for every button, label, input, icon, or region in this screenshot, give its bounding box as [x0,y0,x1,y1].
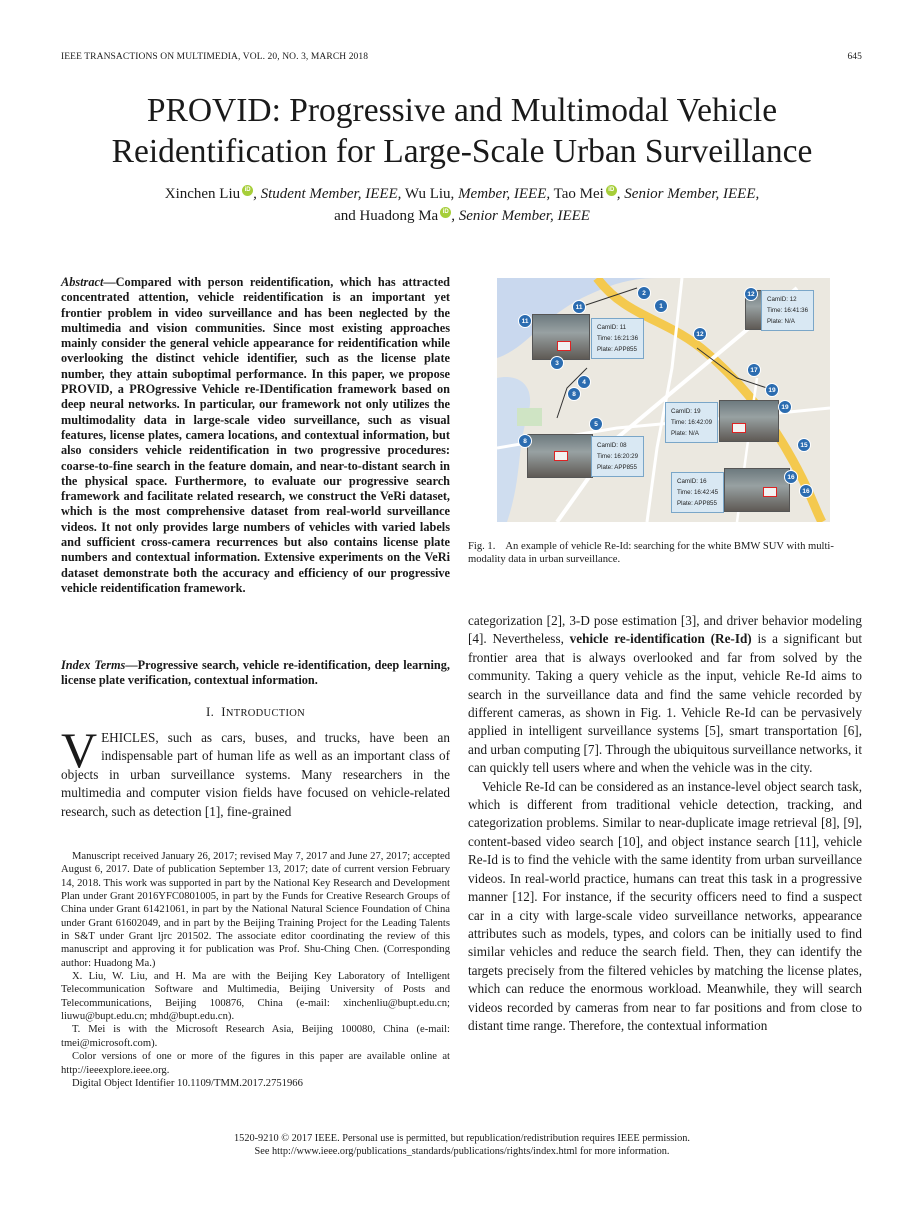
callout-plate: Plate: N/A [767,318,795,325]
body-paragraph [468,612,862,778]
camera-marker[interactable]: 2 [637,286,651,300]
footnote: T. Mei is with the Microsoft Research Asia, Beijing 100080, China (e-mail: tmei@microsoft.com). [61,1024,450,1049]
callout-plate: Plate: APP855 [597,464,637,471]
camera-snapshot[interactable] [724,468,790,512]
figure-1-map [497,278,830,522]
paper-title [40,90,884,172]
camera-marker[interactable]: 15 [797,438,811,452]
abstract-text: —Compared with person reidentification, which has attracted concentrated attention, vehicle reidentification is an important yet frontier problem in video surveillance and has been neglected by the multimedia and vision communities. Since most existing approaches mainly consider the general vehicle appearance for reidentification while overlooking the distinct vehicle identifier, such as the license plate number, they attain suboptimal performance. In this paper, we propose PROVID, a PROgressive Vehicle re-IDentification framework based on deep neural networks. In particular, our framework not only utilizes the multimodality data in large-scale video surveillance, such as visual features, license plates, camera locations, and contextual information, but also considers vehicle reidentification in two progressive procedures: coarse-to-fine search in the feature domain, and near-to-distant search in the physical space. Furthermore, to evaluate our progressive search framework and facilitate related research, we construct the VeRi dataset, which is the most comprehensive dataset from real-world surveillance videos. It not only provides large numbers of vehicles with varied labels and sufficient cross-camera recurrences but also contains license plate numbers and contextual information. Extensive experiments on the VeRi dataset demonstrate both the accuracy and efficiency of our progressive vehicle reidentification framework. [61,275,450,595]
camera-info-callout[interactable] [671,472,724,513]
orcid-icon[interactable]: iD [440,207,451,218]
author-name: Wu Liu, [404,186,455,202]
copyright-line-2[interactable]: See http://www.ieee.org/publications_standards/publications/rights/index.html for more information. [254,1146,670,1158]
drop-cap: V [61,722,98,778]
footnote: Color versions of one or more of the figures in this paper are available online at http://ieeexplore.ieee.org. [61,1051,450,1076]
author-role: , Senior Member, IEEE [451,208,590,224]
callout-camid: CamID: 16 [677,478,707,485]
camera-marker[interactable]: 1 [654,299,668,313]
camera-info-callout[interactable] [591,318,644,359]
author-name: Tao Mei [553,186,604,202]
camera-info-callout[interactable] [591,436,644,477]
camera-marker[interactable]: 19 [765,383,779,397]
camera-marker[interactable]: 11 [572,300,586,314]
camera-marker[interactable]: 17 [747,363,761,377]
right-column-body [468,612,862,1035]
callout-plate: Plate: APP855 [597,346,637,353]
section-heading [61,704,450,720]
copyright-line-1: 1520-9210 © 2017 IEEE. Personal use is permitted, but republication/redistribution requires IEEE permission. [234,1133,690,1144]
camera-marker[interactable]: 8 [518,434,532,448]
author-name: and Huadong Ma [334,208,439,224]
author-name: Xinchen Liu [164,186,241,202]
callout-plate: Plate: N/A [671,430,699,437]
camera-snapshot[interactable] [527,434,593,478]
camera-marker[interactable]: 11 [518,314,532,328]
camera-marker[interactable]: 12 [693,327,707,341]
title-line-2: Reidentification for Large-Scale Urban Surveillance [111,133,813,170]
index-terms-label: Index Terms [61,658,126,672]
camera-marker[interactable]: 4 [577,375,591,389]
index-terms-text: —Progressive search, vehicle re-identification, deep learning, license plate verification, contextual information. [61,658,450,688]
callout-camid: CamID: 11 [597,324,627,331]
section-number: I. [205,704,215,719]
intro-paragraph [61,722,450,821]
body-text: categorization [2], 3-D pose estimation [3], and driver behavior modeling [4]. Nevertheless, [468,613,862,647]
author-role: , Student Member, IEEE, [253,186,402,202]
orcid-icon[interactable]: iD [606,185,617,196]
caption-label: Fig. 1. [468,541,496,552]
camera-marker[interactable]: 12 [744,287,758,301]
abstract-label: Abstract [61,275,104,289]
body-text: is a significant but frontier area that is always overlooked and far from solved by the community. Taking a query vehicle as the input, vehicle Re-Id aims to search in the surveillance data and find the same vehicle recorded by different cameras, as shown in Fig. 1. Vehicle Re-Id can be pervasively applied in intelligent surveillance systems [5], smart transportation [6], and urban computing [7]. Through the ubiquitous surveillance networks, it can quickly tell users where and when the vehicle was in the city. [468,631,863,776]
index-terms [61,658,450,689]
author-role: , Senior Member, IEEE, [616,186,760,202]
callout-time: Time: 16:42:45 [677,489,719,496]
camera-marker[interactable]: 3 [550,356,564,370]
caption-text: An example of vehicle Re-Id: searching for the white BMW SUV with multi-modality data in urban surveillance. [468,541,834,566]
orcid-icon[interactable]: iD [242,185,253,196]
callout-camid: CamID: 08 [597,442,627,449]
running-header: IEEE TRANSACTIONS ON MULTIMEDIA, VOL. 20, NO. 3, MARCH 2018 [61,52,369,62]
callout-time: Time: 16:41:36 [767,307,809,314]
camera-marker[interactable]: 5 [589,417,603,431]
figure-caption [468,540,862,567]
camera-marker[interactable]: 16 [799,484,813,498]
callout-time: Time: 16:42:09 [671,419,713,426]
author-list [40,183,884,227]
camera-marker[interactable]: 8 [567,387,581,401]
body-emphasis: vehicle re-identification (Re-Id) [569,631,752,647]
callout-time: Time: 16:20:29 [597,453,639,460]
page-number: 645 [847,52,862,62]
body-paragraph: Vehicle Re-Id can be considered as an instance-level object search task, which is different from traditional vehicle detection, tracking, and categorization problems. Similar to near-duplicate image retrieval [8], [9], content-based video search [10], and object instance search [11], vehicle Re-Id is to find the vehicle with the same identity from urban surveillance videos. In real-world practice, humans can treat this task in a progressive manner [12]. For instance, if the security officers need to find a suspect car in a city with large-scale video surveillance networks, appearance attributes such as models, types, and colors can be initially used to find similar vehicles and reduce the search field. Then, they can identify the targets precisely from the filtered vehicles by matching the license plates, which can reduce the enormous workload. Meanwhile, they will search videos recorded by cameras from near to far positions and from close to distant time range. Therefore, the contextual information [468,778,862,1033]
camera-info-callout[interactable] [665,402,718,443]
title-line-1: PROVID: Progressive and Multimodal Vehicle [146,92,778,129]
author-role: Member, IEEE, [458,186,551,202]
footnote: Manuscript received January 26, 2017; revised May 7, 2017 and June 27, 2017; accepted August 6, 2017. Date of publication September 13, 2017; date of current version February 14, 2018. This work was supported in part by the National Key Research and Development Plan under Grant 2016YFC0801005, in part by the Funds for Creative Research Groups of China under Grant 61421061, in part by the National Natural Science Foundation of China under Grant 61602049, and in part by the Beijing Training Project for the Leading Talents in S&T under Grant ljrc 201502. The associate editor coordinating the review of this manuscript and approving it for publication was Prof. Shu-Ching Chen. (Corresponding author: Huadong Ma.) [61,851,450,969]
callout-time: Time: 16:21:36 [597,335,639,342]
camera-info-callout[interactable] [761,290,814,331]
camera-marker[interactable]: 19 [778,400,792,414]
callout-camid: CamID: 19 [671,408,701,415]
section-title-rest: NTRODUCTION [225,708,306,719]
camera-snapshot[interactable] [532,314,590,360]
intro-text: EHICLES, such as cars, buses, and trucks, have been an indispensable part of human life as well as an important class of objects in urban surveillance systems. Many researchers in the multimedia and computer vision fields have focused on vehicle-related research, such as detection [1], fine-grained [61,730,450,819]
callout-camid: CamID: 12 [767,296,797,303]
abstract [61,275,450,596]
callout-plate: Plate: APP855 [677,500,717,507]
copyright-notice [40,1132,884,1159]
section-title-first: I [221,704,226,719]
footnote: X. Liu, W. Liu, and H. Ma are with the Beijing Key Laboratory of Intelligent Telecommunication Software and Multimedia, Beijing University of Posts and Telecommunications, Beijing 100876, China (e-mail: xinchenliu@bupt.edu.cn; liuwu@bupt.edu.cn; mhd@bupt.edu.cn). [61,971,450,1023]
footnote: Digital Object Identifier 10.1109/TMM.2017.2751966 [72,1077,303,1089]
footnotes [61,850,450,1090]
camera-marker[interactable]: 16 [784,470,798,484]
camera-snapshot[interactable] [719,400,779,442]
